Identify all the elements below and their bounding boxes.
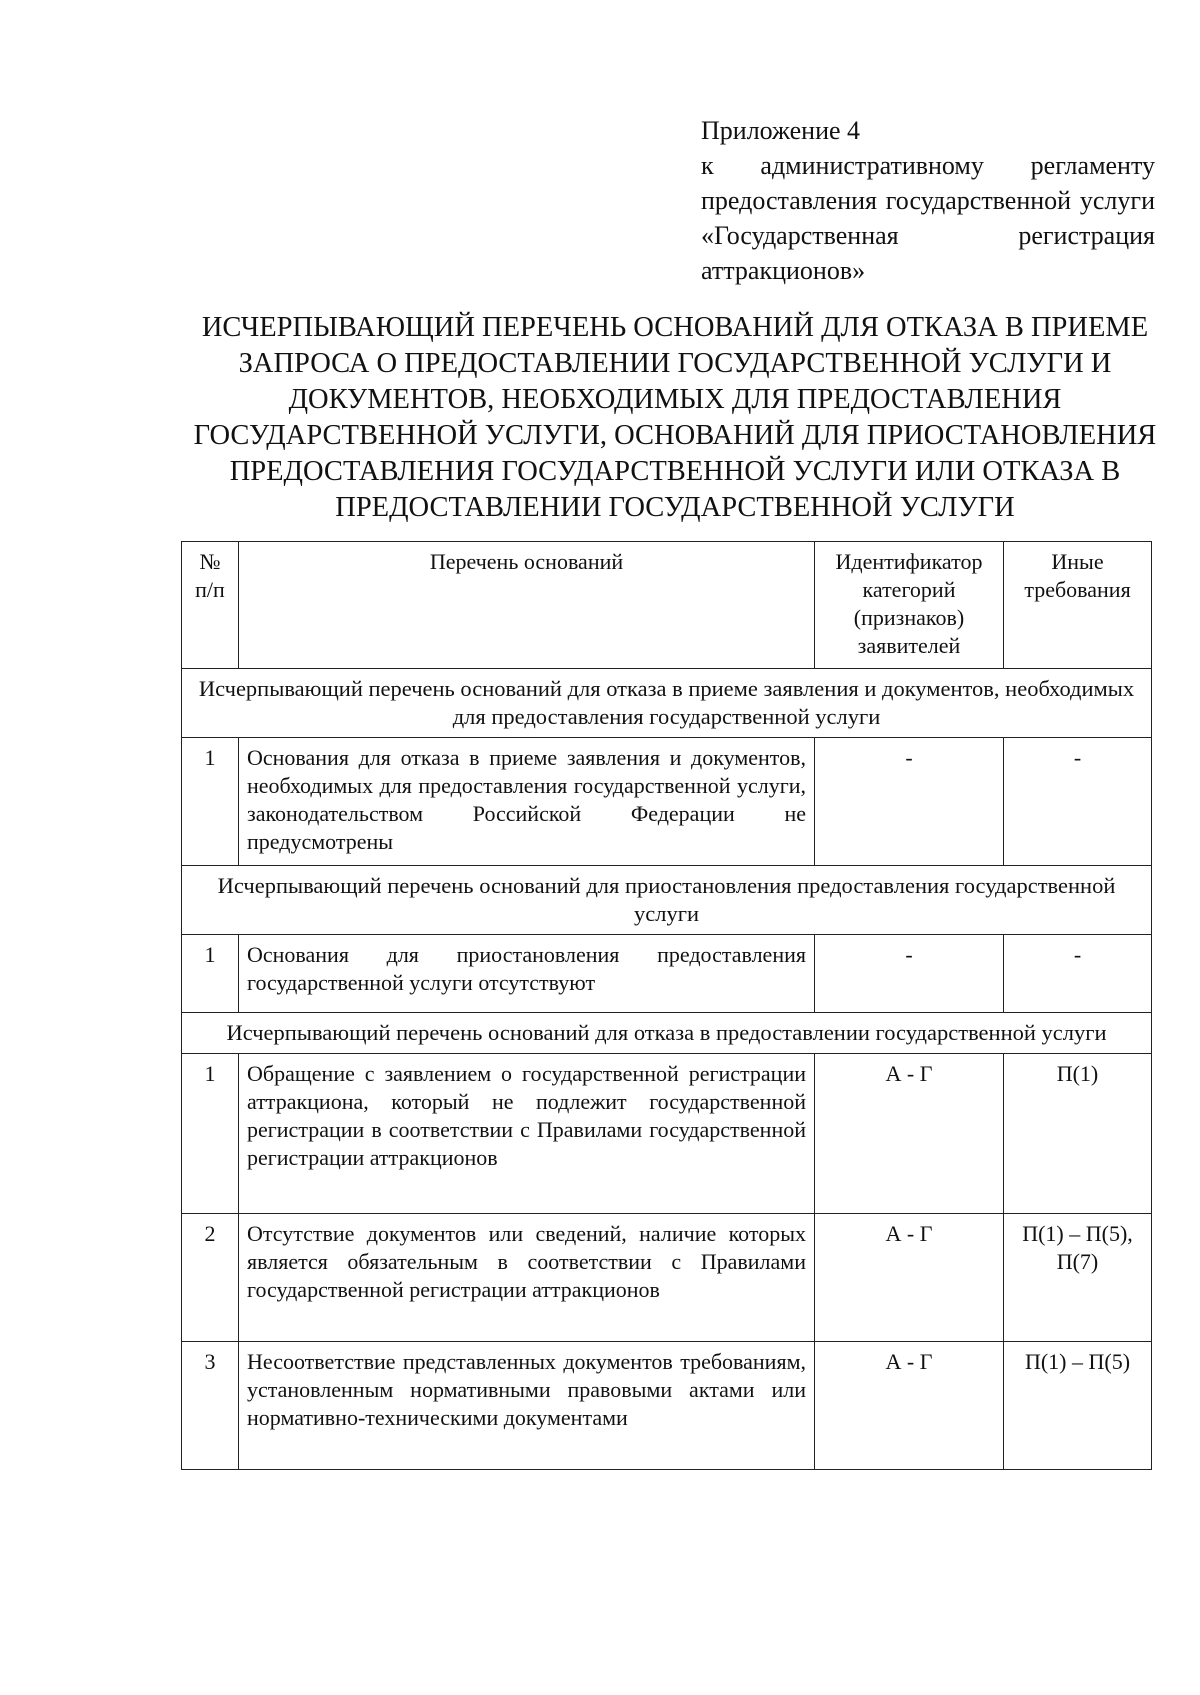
header-number-symbol: № (199, 549, 221, 574)
table-row (182, 1054, 1152, 1214)
section-row (182, 669, 1152, 738)
section-title-reception-refusal: Исчерпывающий перечень оснований для отказа в приеме заявления и документов, необходимых для предоставления государственной услуги (182, 669, 1152, 738)
annex-reference: к административному регламенту предоставления государственной услуги «Государственная регистрация аттракционов» (701, 151, 1155, 285)
row-grounds-text: Основания для приостановления предоставления государственной услуги отсутствуют (239, 935, 815, 1013)
row-number: 1 (182, 738, 239, 866)
row-other-requirements: - (1004, 935, 1152, 1013)
row-identifier: А - Г (815, 1214, 1004, 1342)
table-row (182, 935, 1152, 1013)
section-title-service-refusal: Исчерпывающий перечень оснований для отказа в предоставлении государственной услуги (182, 1013, 1152, 1054)
row-grounds-text: Несоответствие представленных документов требованиям, установленным нормативными правовыми актами или нормативно-техническими документами (239, 1342, 815, 1470)
row-number: 2 (182, 1214, 239, 1342)
row-other-requirements: П(1) (1004, 1054, 1152, 1214)
grounds-table (181, 541, 1152, 1470)
section-row (182, 1013, 1152, 1054)
row-number: 1 (182, 1054, 239, 1214)
row-identifier: - (815, 935, 1004, 1013)
row-identifier: - (815, 738, 1004, 866)
row-identifier: А - Г (815, 1054, 1004, 1214)
header-number (182, 542, 239, 669)
row-other-requirements: - (1004, 738, 1152, 866)
row-other-requirements: П(1) – П(5), П(7) (1004, 1214, 1152, 1342)
table-row (182, 1214, 1152, 1342)
row-number: 3 (182, 1342, 239, 1470)
row-number: 1 (182, 935, 239, 1013)
header-identifier: Идентификатор категорий (признаков) заявителей (815, 542, 1004, 669)
annex-title: Приложение 4 (701, 116, 861, 145)
row-identifier: А - Г (815, 1342, 1004, 1470)
annex-header (701, 113, 1155, 288)
row-grounds-text: Обращение с заявлением о государственной регистрации аттракциона, который не подлежит государственной регистрации в соответствии с Правилами государственной регистрации аттракционов (239, 1054, 815, 1214)
section-row (182, 866, 1152, 935)
row-grounds-text: Основания для отказа в приеме заявления и документов, необходимых для предоставления государственной услуги, законодательством Российской Федерации не предусмотрены (239, 738, 815, 866)
row-other-requirements: П(1) – П(5) (1004, 1342, 1152, 1470)
header-number-abbr: п/п (195, 577, 225, 602)
row-grounds-text: Отсутствие документов или сведений, наличие которых является обязательным в соответствии с Правилами государственной регистрации аттракционов (239, 1214, 815, 1342)
header-other-requirements: Иные требования (1004, 542, 1152, 669)
header-grounds: Перечень оснований (239, 542, 815, 669)
section-title-suspension: Исчерпывающий перечень оснований для приостановления предоставления государственной услуги (182, 866, 1152, 935)
table-row (182, 1342, 1152, 1470)
table-row (182, 738, 1152, 866)
document-title: ИСЧЕРПЫВАЮЩИЙ ПЕРЕЧЕНЬ ОСНОВАНИЙ ДЛЯ ОТКАЗА В ПРИЕМЕ ЗАПРОСА О ПРЕДОСТАВЛЕНИИ ГОСУДАРСТВЕННОЙ УСЛУГИ И ДОКУМЕНТОВ, НЕОБХОДИМЫХ ДЛЯ ПРЕДОСТАВЛЕНИЯ ГОСУДАРСТВЕННОЙ УСЛУГИ, ОСНОВАНИЙ ДЛЯ ПРИОСТАНОВЛЕНИЯ ПРЕДОСТАВЛЕНИЯ ГОСУДАРСТВЕННОЙ УСЛУГИ ИЛИ ОТКАЗА В ПРЕДОСТАВЛЕНИИ ГОСУДАРСТВЕННОЙ УСЛУГИ (193, 312, 1157, 523)
table-header-row (182, 542, 1152, 669)
